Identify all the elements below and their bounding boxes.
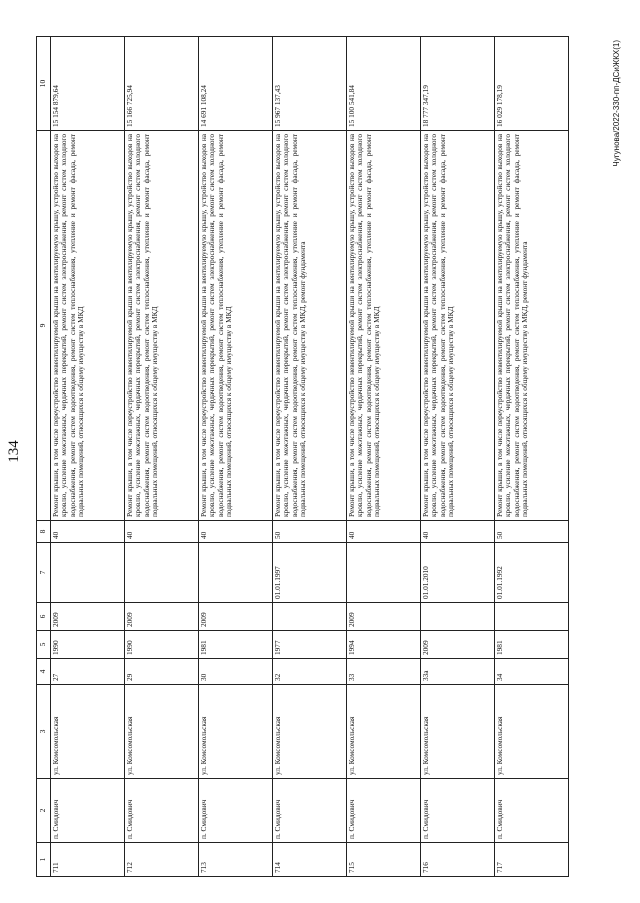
year-repair-cell xyxy=(420,603,494,631)
settlement-cell: п. Смидович xyxy=(198,779,272,843)
table-row xyxy=(346,37,420,877)
settlement-cell: п. Смидович xyxy=(346,779,420,843)
settlement-cell: п. Смидович xyxy=(50,779,124,843)
wear-cell: 40 xyxy=(198,521,272,543)
cost-cell: 16 029 178,19 xyxy=(494,37,568,131)
year-repair-cell xyxy=(494,603,568,631)
house-cell: 34 xyxy=(494,659,568,685)
works-cell: Ремонт крыши, в том числе переустройство невентилируемой крыши на вентилируемую крышу, устройство выходов на кровлю, усиление межэтажных, чердачных перекрытий, ремонт систем электроснабжения, ремонт систем холодного водоснабжения, ремонт систем водоотведения, ремонт систем теплоснабжения, утепление и ремонт фасада, ремонт подвальных помещений, относящихся к общему имуществу в МКД xyxy=(346,131,420,521)
date-cell: 01.01.1992 xyxy=(494,543,568,603)
date-cell xyxy=(50,543,124,603)
year-repair-cell xyxy=(272,603,346,631)
table-row xyxy=(272,37,346,877)
cost-cell: 15 166 725,94 xyxy=(124,37,198,131)
settlement-cell: п. Смидович xyxy=(272,779,346,843)
works-cell: Ремонт крыши, в том числе переустройство невентилируемой крыши на вентилируемую крышу, устройство выходов на кровлю, усиление межэтажных, чердачных перекрытий, ремонт систем электроснабжения, ремонт систем холодного водоснабжения, ремонт систем водоотведения, ремонт систем теплоснабжения, утепление и ремонт фасада, ремонт подвальных помещений, относящихся к общему имуществу в МКД xyxy=(124,131,198,521)
column-header: 4 xyxy=(37,659,51,685)
column-header: 1 xyxy=(37,843,51,877)
house-cell: 27 xyxy=(50,659,124,685)
street-cell: ул. Комсомольская xyxy=(124,685,198,779)
column-header: 3 xyxy=(37,685,51,779)
date-cell xyxy=(124,543,198,603)
column-header: 8 xyxy=(37,521,51,543)
year-built-cell: 1994 xyxy=(346,631,420,659)
works-cell: Ремонт крыши, в том числе переустройство невентилируемой крыши на вентилируемую крышу, устройство выходов на кровлю, усиление межэтажных, чердачных перекрытий, ремонт систем электроснабжения, ремонт систем холодного водоснабжения, ремонт систем водоотведения, ремонт систем теплоснабжения, утепление и ремонт фасада, ремонт подвальных помещений, относящихся к общему имуществу в МКД, ремонт фундамента xyxy=(272,131,346,521)
column-header: 10 xyxy=(37,37,51,131)
works-cell: Ремонт крыши, в том числе переустройство невентилируемой крыши на вентилируемую крышу, устройство выходов на кровлю, усиление межэтажных, чердачных перекрытий, ремонт систем электроснабжения, ремонт систем холодного водоснабжения, ремонт систем водоотведения, ремонт систем теплоснабжения, утепление и ремонт фасада, ремонт подвальных помещений, относящихся к общему имуществу в МКД, ремонт фундамента xyxy=(494,131,568,521)
column-header: 5 xyxy=(37,631,51,659)
row-number: 711 xyxy=(50,843,124,877)
row-number: 717 xyxy=(494,843,568,877)
year-built-cell: 1990 xyxy=(50,631,124,659)
date-cell xyxy=(198,543,272,603)
row-number: 713 xyxy=(198,843,272,877)
works-cell: Ремонт крыши, в том числе переустройство невентилируемой крыши на вентилируемую крышу, устройство выходов на кровлю, усиление межэтажных, чердачных перекрытий, ремонт систем электроснабжения, ремонт систем холодного водоснабжения, ремонт систем водоотведения, ремонт систем теплоснабжения, утепление и ремонт фасада, ремонт подвальных помещений, относящихся к общему имуществу в МКД xyxy=(198,131,272,521)
house-cell: 30 xyxy=(198,659,272,685)
table-row xyxy=(494,37,568,877)
date-cell: 01.01.1997 xyxy=(272,543,346,603)
year-built-cell: 2009 xyxy=(420,631,494,659)
year-repair-cell: 2009 xyxy=(50,603,124,631)
cost-cell: 15 154 879,64 xyxy=(50,37,124,131)
year-built-cell: 1990 xyxy=(124,631,198,659)
year-repair-cell: 2009 xyxy=(124,603,198,631)
works-cell: Ремонт крыши, в том числе переустройство невентилируемой крыши на вентилируемую крышу, устройство выходов на кровлю, усиление межэтажных, чердачных перекрытий, ремонт систем электроснабжения, ремонт систем холодного водоснабжения, ремонт систем водоотведения, ремонт систем теплоснабжения, утепление и ремонт фасада, ремонт подвальных помещений, относящихся к общему имуществу в МКД xyxy=(420,131,494,521)
cost-cell: 18 777 347,19 xyxy=(420,37,494,131)
year-repair-cell: 2009 xyxy=(198,603,272,631)
year-repair-cell: 2009 xyxy=(346,603,420,631)
row-number: 715 xyxy=(346,843,420,877)
year-built-cell: 1981 xyxy=(198,631,272,659)
row-number: 712 xyxy=(124,843,198,877)
table-row xyxy=(198,37,272,877)
wear-cell: 50 xyxy=(272,521,346,543)
street-cell: ул. Комсомольская xyxy=(50,685,124,779)
repair-program-table xyxy=(36,36,569,877)
document-footer: Чугунова/2022-330-пп-ДСиЖКХ(1) xyxy=(612,40,621,167)
wear-cell: 40 xyxy=(50,521,124,543)
page-number: 134 xyxy=(6,440,22,463)
settlement-cell: п. Смидович xyxy=(420,779,494,843)
header-row xyxy=(37,37,51,877)
table-row xyxy=(124,37,198,877)
wear-cell: 40 xyxy=(420,521,494,543)
house-cell: 29 xyxy=(124,659,198,685)
table-row xyxy=(420,37,494,877)
cost-cell: 14 691 108,24 xyxy=(198,37,272,131)
settlement-cell: п. Смидович xyxy=(124,779,198,843)
street-cell: ул. Комсомольская xyxy=(494,685,568,779)
works-cell: Ремонт крыши, в том числе переустройство невентилируемой крыши на вентилируемую крышу, устройство выходов на кровлю, усиление межэтажных, чердачных перекрытий, ремонт систем электроснабжения, ремонт систем холодного водоснабжения, ремонт систем водоотведения, ремонт систем теплоснабжения, утепление и ремонт фасада, ремонт подвальных помещений, относящихся к общему имуществу в МКД xyxy=(50,131,124,521)
year-built-cell: 1981 xyxy=(494,631,568,659)
wear-cell: 50 xyxy=(494,521,568,543)
settlement-cell: п. Смидович xyxy=(494,779,568,843)
house-cell: 33 xyxy=(346,659,420,685)
house-cell: 33а xyxy=(420,659,494,685)
date-cell: 01.01.2010 xyxy=(420,543,494,603)
cost-cell: 15 100 541,84 xyxy=(346,37,420,131)
column-header: 9 xyxy=(37,131,51,521)
column-header: 6 xyxy=(37,603,51,631)
cost-cell: 15 967 137,43 xyxy=(272,37,346,131)
wear-cell: 40 xyxy=(124,521,198,543)
house-cell: 32 xyxy=(272,659,346,685)
street-cell: ул. Комсомольская xyxy=(420,685,494,779)
table-row xyxy=(50,37,124,877)
wear-cell: 40 xyxy=(346,521,420,543)
street-cell: ул. Комсомольская xyxy=(272,685,346,779)
street-cell: ул. Комсомольская xyxy=(198,685,272,779)
date-cell xyxy=(346,543,420,603)
street-cell: ул. Комсомольская xyxy=(346,685,420,779)
year-built-cell: 1977 xyxy=(272,631,346,659)
row-number: 716 xyxy=(420,843,494,877)
row-number: 714 xyxy=(272,843,346,877)
column-header: 7 xyxy=(37,543,51,603)
column-header: 2 xyxy=(37,779,51,843)
